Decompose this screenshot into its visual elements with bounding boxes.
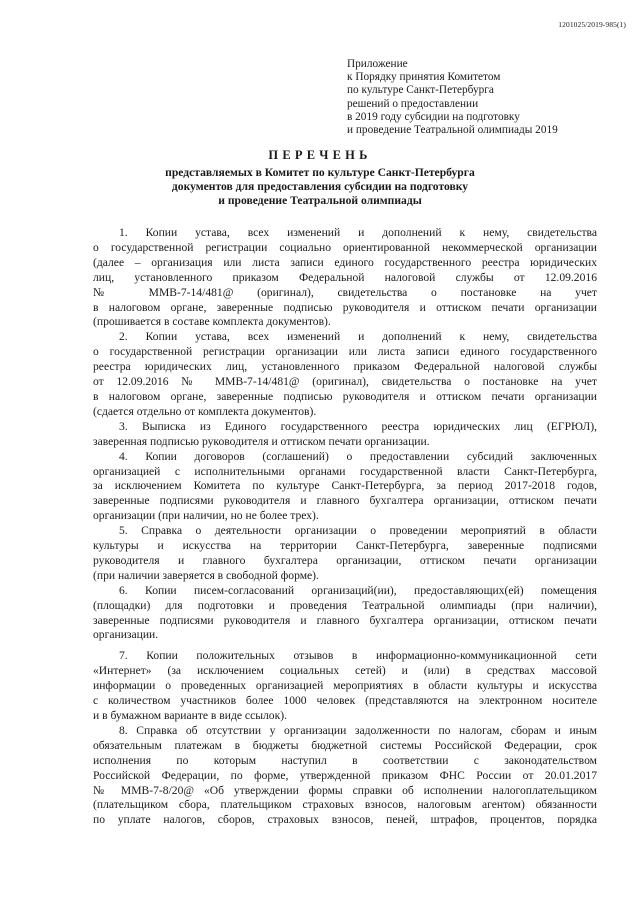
item-line: от 12.09.2016 № ММВ-7-14/481@ (оригинал), свидетельства о постановке на учет (93, 375, 597, 389)
item-line: 2. Копии устава, всех изменений и дополнений к нему, свидетельства (119, 330, 597, 344)
document-title: ПЕРЕЧЕНЬ (268, 148, 372, 162)
list-item (93, 649, 597, 724)
item-line: 1. Копии устава, всех изменений и дополнений к нему, свидетельства (119, 226, 597, 239)
appendix-line: и проведение Театральной олимпиады 2019 (347, 124, 558, 137)
item-line: «Интернет» (за исключением социальных сетей) и (или) в средствах массовой (93, 664, 597, 678)
item-line: (площадки) для подготовки и проведения Театральной олимпиады (при наличии), (93, 598, 597, 612)
item-line: организацией с исполнительными органами государственной власти Санкт-Петербурга, (93, 464, 597, 478)
appendix-line: Приложение (347, 58, 408, 70)
item-line: (прошивается в составе комплекта документов). (93, 315, 331, 329)
item-line: лиц, установленного приказом Федеральной налоговой службы от 12.09.2016 (93, 270, 597, 284)
subtitle-line: документов для предоставления субсидии на подготовку (171, 180, 469, 194)
item-line: 4. Копии договоров (соглашений) о предоставлении субсидий заключенных (119, 449, 597, 463)
item-line: и в бумажном варианте в виде ссылок). (93, 709, 287, 722)
appendix-line: решений о предоставлении (347, 97, 479, 110)
item-line: заверенные подписями руководителя и главного бухгалтера организации, оттиском печати (93, 494, 597, 508)
item-line: культуры и искусства на территории Санкт-Петербурга, заверенные подписями (93, 539, 597, 553)
item-line: реестра юридических лиц, установленного приказом Федеральной налоговой службы (93, 360, 597, 374)
item-line: исполнения по которым наступил в соответствии с законодательством (93, 753, 597, 767)
item-line: № ММВ-7-8/20@ «Об утверждении формы справки об исполнении налогоплательщиком (93, 783, 597, 797)
item-line: 6. Копии писем-согласований организаций(ии), предоставляющих(ей) помещения (119, 583, 597, 597)
item-line: организации (при наличии, но не более трех). (93, 509, 319, 523)
item-line: 3. Выписка из Единого государственного реестра юридических лиц (ЕГРЮЛ), (119, 419, 597, 433)
list-item (93, 226, 597, 330)
item-line: руководителя и главного бухгалтера организации, оттиском печати организации (93, 553, 597, 567)
appendix-line: по культуре Санкт-Петербурга (347, 84, 494, 97)
appendix-block (347, 58, 607, 137)
item-line: (плательщиком сбора, плательщиком страховых взносов, налоговым агентом) обязанности (93, 798, 597, 812)
item-line: с количеством участников более 1000 человек (представляются на электронном носителе (93, 694, 597, 708)
subtitle-line: и проведение Театральной олимпиады (218, 194, 422, 208)
item-line: в налоговом органе, заверенные подписью руководителя и оттиском печати организации (93, 389, 597, 403)
document-subtitle (0, 166, 640, 209)
appendix-line: к Порядку принятия Комитетом (347, 71, 501, 84)
list-item (93, 330, 597, 419)
list-item (93, 584, 597, 644)
item-line: Российской Федерации, по форме, утвержденной приказом ФНС России от 20.01.2017 (93, 768, 597, 782)
list-item (93, 450, 597, 525)
item-line: № ММВ-7-14/481@ (оригинал), свидетельства о постановке на учет (93, 285, 597, 299)
item-line: за исключением Комитета по культуре Санкт-Петербурга, за период 2017-2018 годов, (93, 479, 597, 493)
document-items-list (93, 226, 597, 828)
item-line: заверенная подписью руководителя и оттиском печати организации. (93, 434, 430, 448)
item-line: (далее – организация или листа записи единого государственного реестра юридических (93, 255, 597, 269)
item-line: 5. Справка о деятельности организации о проведении мероприятий в области (119, 524, 597, 538)
item-line: 7. Копии положительных отзывов в информационно-коммуникационной сети (119, 649, 597, 663)
list-item (93, 524, 597, 584)
document-number: 1201025/2019-985(1) (558, 20, 626, 29)
subtitle-line: представляемых в Комитет по культуре Санкт-Петербурга (165, 166, 475, 179)
item-line: о государственной регистрации организации или листа записи единого государственного (93, 345, 597, 359)
item-line: о государственной регистрации социально ориентированной некоммерческой организации (93, 240, 597, 254)
list-item (93, 420, 597, 450)
item-line: (при наличии заверяется в свободной форме). (93, 568, 319, 582)
list-item (93, 724, 597, 828)
item-line: по уплате налогов, сборов, страховых взносов, пеней, штрафов, процентов, порядка (93, 813, 597, 827)
item-line: в налоговом органе, заверенные подписью руководителя и оттиском печати организации (93, 300, 597, 314)
item-line: обязательным платежам в бюджеты бюджетной системы Российской Федерации, срок (93, 738, 597, 752)
item-line: 8. Справка об отсутствии у организации задолженности по налогам, сборам и иным (119, 723, 597, 737)
item-line: (сдается отдельно от комплекта документов). (93, 404, 317, 418)
appendix-line: в 2019 году субсидии на подготовку (347, 110, 520, 123)
item-line: заверенные подписями руководителя и главного бухгалтера организации, оттиском печати (93, 613, 597, 627)
item-line: организации. (93, 628, 159, 642)
item-line: информации о проведенных организацией мероприятиях в области культуры и искусства (93, 679, 597, 693)
